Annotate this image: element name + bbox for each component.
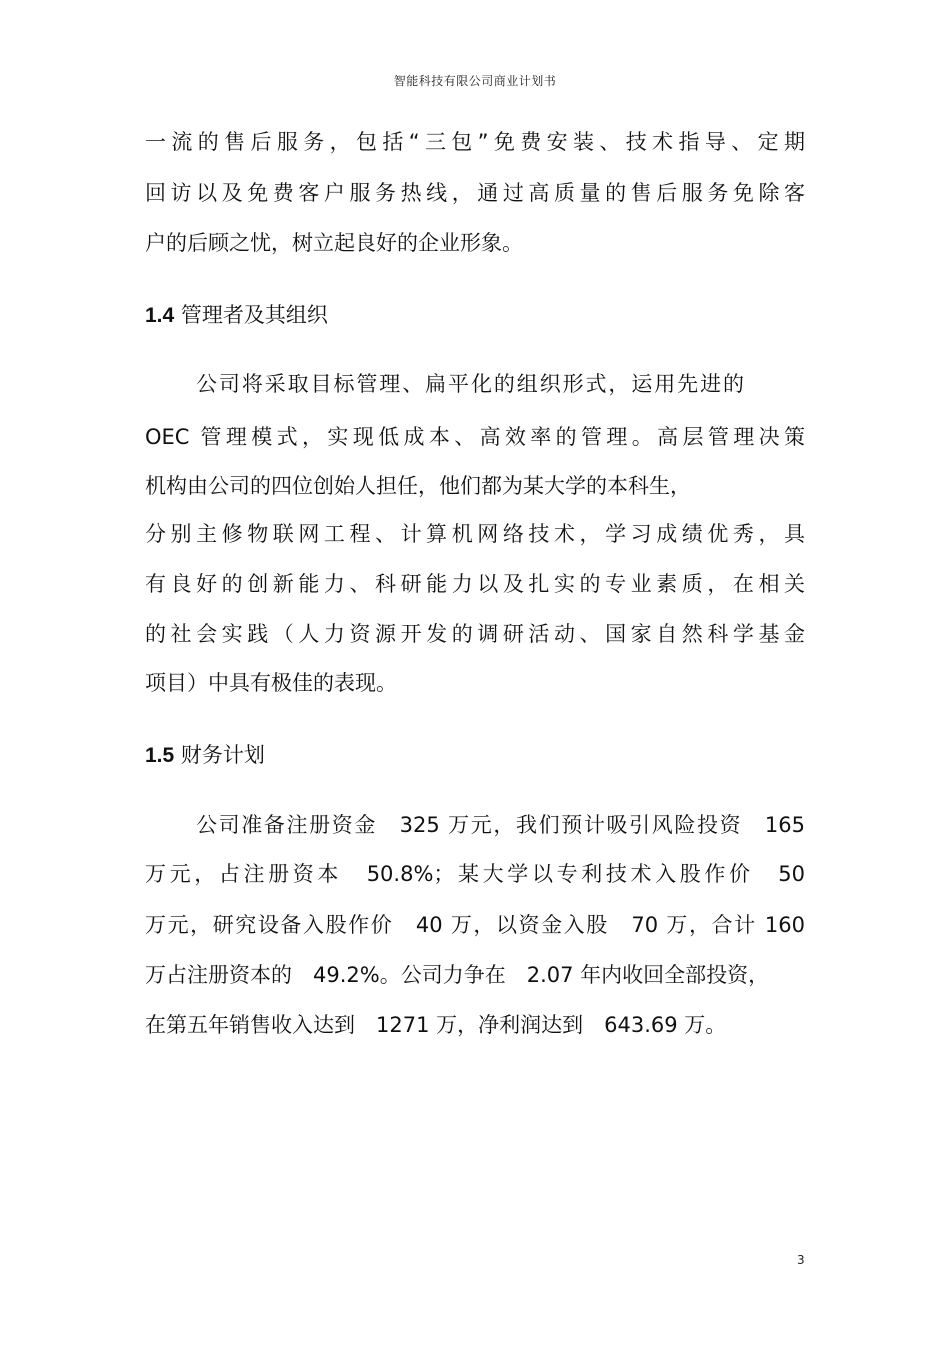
paragraph-line: 户的后顾之忧，树立起良好的企业形象。 (145, 231, 523, 255)
section-number: 1.5 (145, 744, 175, 767)
paragraph-line: 在第五年销售收入达到 1271 万，净利润达到 643.69 万。 (145, 1013, 727, 1037)
section-heading (145, 742, 265, 769)
section-title: 财务计划 (180, 743, 265, 767)
paragraph-line: OEC 管理模式，实现低成本、高效率的管理。高层管理决策 (145, 425, 805, 449)
paragraph-line: 回访以及免费客户服务热线，通过高质量的售后服务免除客 (145, 181, 805, 205)
paragraph-line: 项目）中具有极佳的表现。 (145, 671, 397, 695)
section-heading (145, 302, 328, 329)
paragraph-line: 万元，占注册资本 50.8%；某大学以专利技术入股作价 50 (145, 862, 805, 886)
paragraph-line: 万占注册资本的 49.2%。公司力争在 2.07 年内收回全部投资， (145, 963, 770, 987)
document-header: 智能科技有限公司商业计划书 (393, 74, 557, 88)
page-number: 3 (797, 1253, 805, 1267)
paragraph-line: 的社会实践（人力资源开发的调研活动、国家自然科学基金 (145, 622, 805, 646)
paragraph-line: 机构由公司的四位创始人担任，他们都为某大学的本科生， (145, 474, 691, 498)
paragraph-line: 有良好的创新能力、科研能力以及扎实的专业素质，在相关 (145, 572, 805, 596)
paragraph-line: 分别主修物联网工程、计算机网络技术，学习成绩优秀，具 (145, 522, 805, 546)
paragraph-line: 万元，研究设备入股作价 40 万，以资金入股 70 万，合计 160 (145, 913, 805, 937)
paragraph-line: 公司将采取目标管理、扁平化的组织形式，运用先进的 (196, 372, 744, 396)
paragraph-line: 公司准备注册资金 325 万元，我们预计吸引风险投资 165 (196, 813, 805, 837)
section-title: 管理者及其组织 (180, 303, 328, 327)
paragraph-line: 一流的售后服务，包括“三包”免费安装、技术指导、定期 (145, 130, 805, 154)
section-number: 1.4 (145, 304, 175, 327)
